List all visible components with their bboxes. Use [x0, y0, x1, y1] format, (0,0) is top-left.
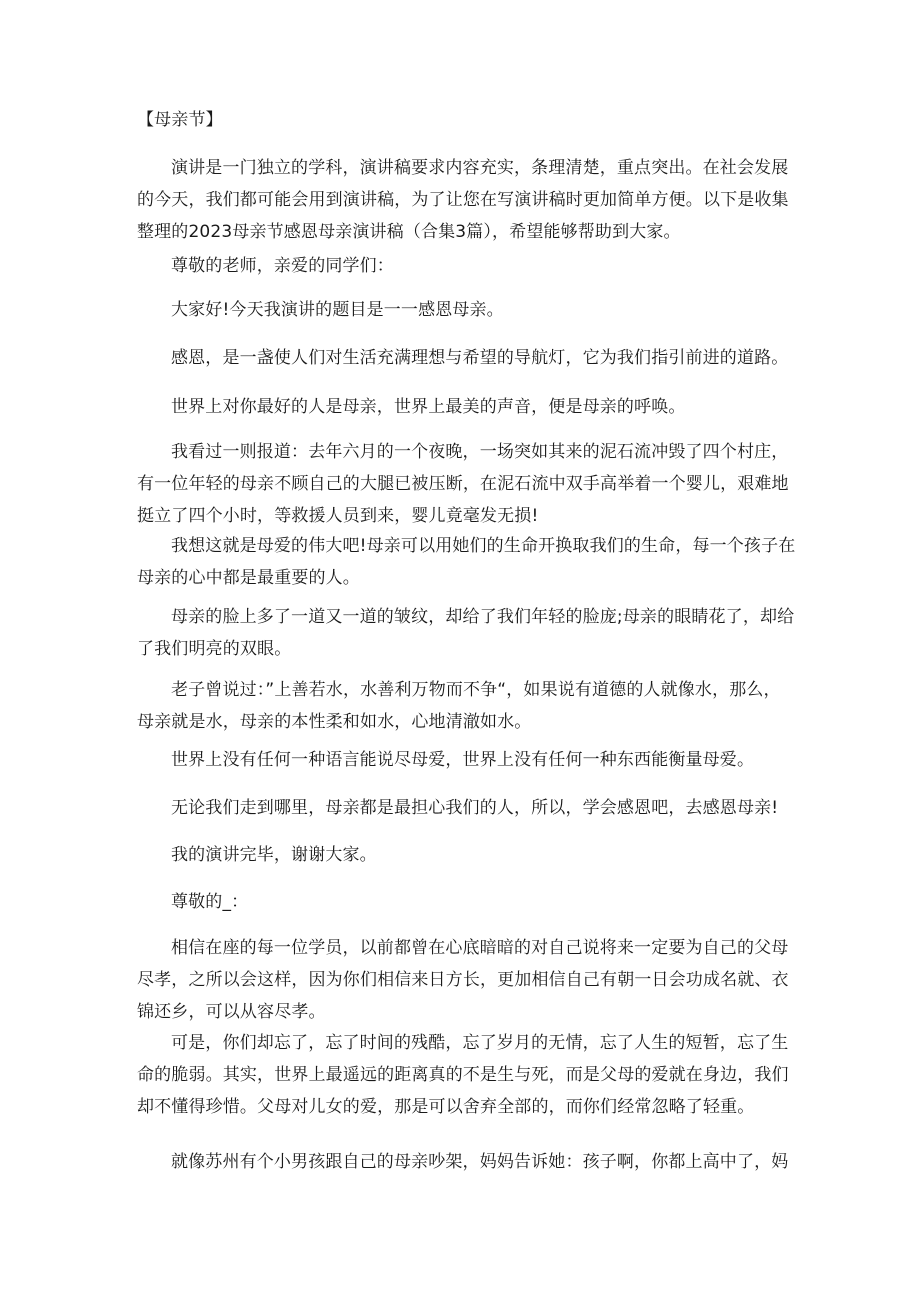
paragraph: 世界上没有任何一种语言能说尽母爱，世界上没有任何一种东西能衡量母爱。 [171, 750, 755, 770]
paragraph: 相信在座的每一位学员，以前都曾在心底暗暗的对自己说将来一定要为自己的父母尽孝，之所以会这样，因为你们相信来日方长，更加相信自己有朝一日会功成名就、衣锦还乡，可以从容尽孝。 [137, 938, 789, 1022]
paragraph: 演讲是一门独立的学科，演讲稿要求内容充实，条理清楚，重点突出。在社会发展的今天，我们都可能会用到演讲稿，为了让您在写演讲稿时更加简单方便。以下是收集整理的2023母亲节感恩母亲演讲稿（合集3篇），希望能够帮助到大家。 [137, 158, 789, 242]
paragraph: 无论我们走到哪里，母亲都是最担心我们的人，所以，学会感恩吧，去感恩母亲! [171, 798, 779, 818]
section-heading: 【母亲节】 [137, 110, 223, 130]
paragraph: 世界上对你最好的人是母亲，世界上最美的声音，便是母亲的呼唤。 [171, 397, 686, 417]
paragraph: 尊敬的老师，亲爱的同学们： [171, 256, 394, 276]
paragraph: 我想这就是母爱的伟大吧!母亲可以用她们的生命开换取我们的生命，每一个孩子在母亲的心中都是最重要的人。 [137, 536, 796, 588]
paragraph: 老子曾说过：”上善若水，水善利万物而不争“，如果说有道德的人就像水，那么，母亲就是水，母亲的本性柔和如水，心地清澈如水。 [137, 680, 781, 732]
paragraph: 母亲的脸上多了一道又一道的皱纹，却给了我们年轻的脸庞;母亲的眼睛花了，却给了我们明亮的双眼。 [137, 607, 795, 659]
paragraph: 我的演讲完毕，谢谢大家。 [171, 845, 377, 865]
paragraph: 大家好!今天我演讲的题目是一一感恩母亲。 [171, 300, 504, 320]
paragraph: 可是，你们却忘了，忘了时间的残酷，忘了岁月的无情，忘了人生的短暂，忘了生命的脆弱。其实，世界上最遥远的距离真的不是生与死，而是父母的爱就在身边，我们却不懂得珍惜。父母对儿女的爱，那是可以舍弃全部的，而你们经常忽略了轻重。 [137, 1033, 789, 1117]
paragraph: 就像苏州有个小男孩跟自己的母亲吵架，妈妈告诉她：孩子啊，你都上高中了，妈 [171, 1152, 789, 1172]
paragraph: 我看过一则报道：去年六月的一个夜晚，一场突如其来的泥石流冲毁了四个村庄，有一位年轻的母亲不顾自己的大腿已被压断，在泥石流中双手高举着一个婴儿，艰难地挺立了四个小时，等救援人员到来，婴儿竟毫发无损! [137, 442, 789, 526]
paragraph: 尊敬的_： [171, 892, 249, 912]
paragraph: 感恩，是一盏使人们对生活充满理想与希望的导航灯，它为我们指引前进的道路。 [171, 348, 789, 368]
